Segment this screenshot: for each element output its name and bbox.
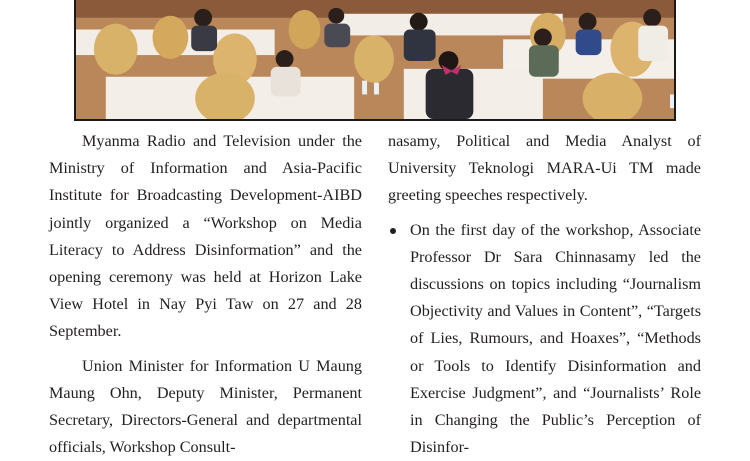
attendees-paragraph: Union Minister for Information U Maung Maung Ohn, Deputy Minister, Permanent Secretary, Directors-General and departmental officials, Workshop Consult- [49,356,362,457]
workshop-photo [74,0,676,121]
intro-paragraph: Myanma Radio and Television under the Ministry of Information and Asia-Pacific Institute for Broadcasting Development-AIBD jointly organized a “Workshop on Media Literacy to Address Disinformation” and the opening ceremony was held at Horizon Lake View Hotel in Nay Pyi Taw on 27 and 28 September. [49,132,362,341]
bullet-text: On the first day of the workshop, Associate Professor Dr Sara Chinnasamy led the discussions on topics including “Journalism Objectivity and Values in Content”, “Targets of Lies, Rumours, and Hoaxes”, “Methods or Tools to Identify Disinformation and Exercise Judgment”, and “Journalists’ Role in Changing the Public’s Perception of Disinfor- [410,220,701,457]
bullet-item-first-day [388,217,701,461]
greeting-paragraph: nasamy, Political and Media Analyst of University Teknologi MARA-Ui TM made greeting speeches respectively. [388,132,701,205]
bullet-icon [390,228,396,234]
right-column [388,128,701,461]
workshop-hall-illustration [76,0,674,119]
left-column [49,128,362,461]
